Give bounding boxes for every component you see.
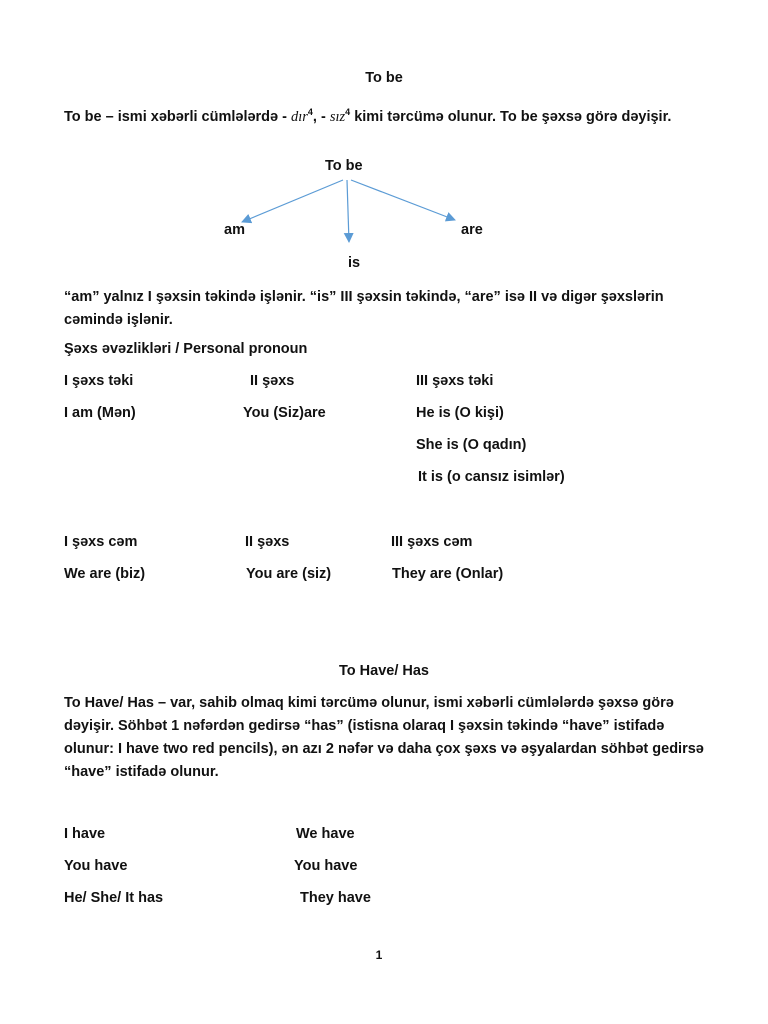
page-title: To be xyxy=(365,70,403,86)
have-paragraph: To Have/ Has – var, sahib olmaq kimi tərcümə olunur, ismi xəbərli cümlələrdə şəxsə görə dəyişir. Söhbət 1 nəfərdən gedirsə “has” (istisna olaraq I şəxsin təkində “have” istifadə olunur: I have two red pencils), ən azı 2 nəfər və daha çox şəxs və əşyalardan söhbət gedirsə “have” istifadə olunur. xyxy=(64,695,704,780)
intro-separator: , - xyxy=(312,108,330,125)
have-right-row-3: They have xyxy=(300,890,371,906)
plural-first-person: We are (biz) xyxy=(64,566,146,582)
suffix-siz-superscript: 4 xyxy=(345,107,351,117)
suffix-dir: dır xyxy=(290,108,308,125)
plural-header-first: I şəxs cəm xyxy=(64,534,138,550)
have-left-row-1: I have xyxy=(64,826,106,842)
diagram-root-label: To be xyxy=(325,158,363,174)
plural-second-person: You are (siz) xyxy=(246,566,332,582)
suffix-siz: sız xyxy=(329,108,346,125)
have-left-row-3: He/ She/ It has xyxy=(64,890,164,906)
singular-second-person: You (Siz)are xyxy=(243,405,326,421)
diagram-label-is: is xyxy=(348,255,361,271)
plural-third-person: They are (Onlar) xyxy=(392,566,504,582)
arrow-to-am xyxy=(242,180,343,222)
arrow-to-is xyxy=(347,180,349,242)
plural-header-third: III şəxs cəm xyxy=(391,534,473,550)
singular-third-it: It is (o cansız isimlər) xyxy=(418,469,565,485)
pronoun-heading: Şəxs əvəzlikləri / Personal pronoun xyxy=(64,341,308,357)
have-right-row-1: We have xyxy=(296,826,355,842)
singular-header-second: II şəxs xyxy=(250,373,295,389)
arrow-to-are xyxy=(351,180,455,220)
singular-header-first: I şəxs təki xyxy=(64,373,134,389)
usage-note: “am” yalnız I şəxsin təkində işlənir. “is” III şəxsin təkində, “are” isə II və digər şəxslərin cəmində işlənir. xyxy=(64,289,664,328)
have-right-row-2: You have xyxy=(294,858,358,874)
have-left-row-2: You have xyxy=(64,858,128,874)
suffix-dir-superscript: 4 xyxy=(307,107,313,117)
intro-text-end: kimi tərcümə olunur. To be şəxsə görə dəyişir. xyxy=(350,108,672,125)
intro-text-start: To be – ismi xəbərli cümlələrdə - xyxy=(64,108,291,125)
page-number: 1 xyxy=(375,948,383,962)
have-title: To Have/ Has xyxy=(339,663,429,679)
singular-first-person: I am (Mən) xyxy=(64,405,136,421)
plural-header-second: II şəxs xyxy=(245,534,290,550)
singular-header-third: III şəxs təki xyxy=(416,373,494,389)
diagram-label-am: am xyxy=(224,222,245,238)
singular-third-she: She is (O qadın) xyxy=(416,437,527,453)
singular-third-he: He is (O kişi) xyxy=(416,405,504,421)
diagram-label-are: are xyxy=(461,222,483,238)
